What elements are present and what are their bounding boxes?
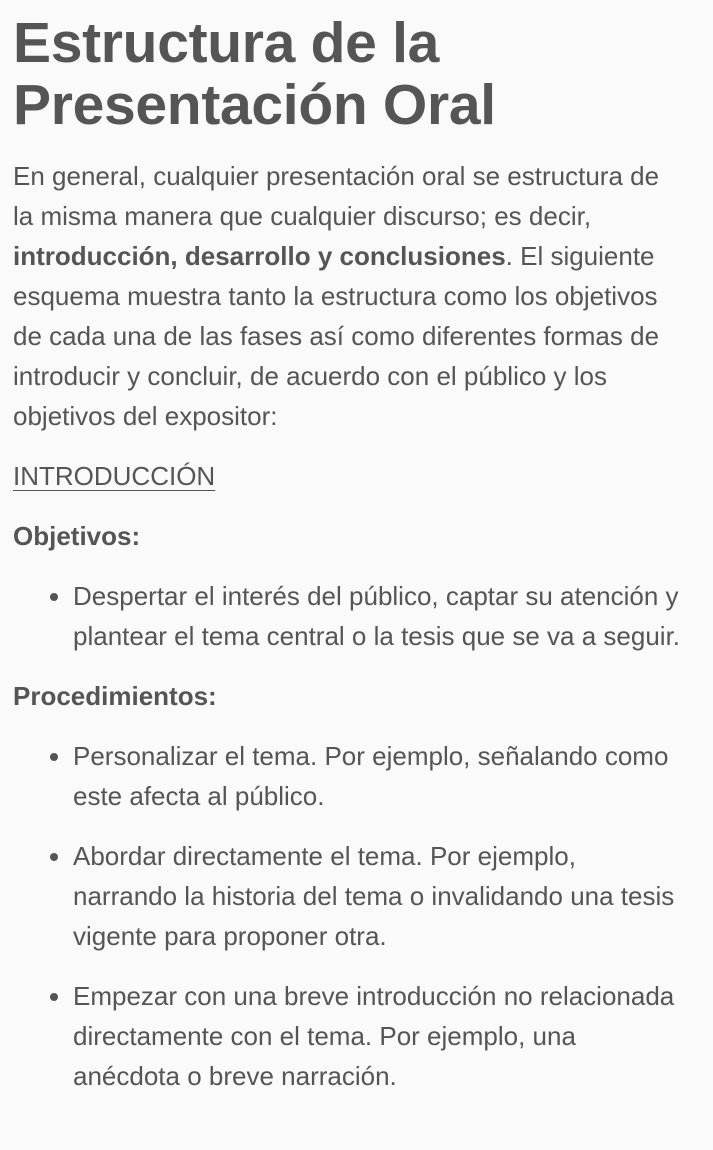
list-item: [73, 736, 685, 816]
section-heading-introduccion: INTRODUCCIÓN: [13, 461, 216, 491]
list-item: [73, 836, 685, 956]
list-item-text: Personalizar el tema. Por ejemplo, señalando como este afecta al público.: [73, 741, 669, 811]
page-title: Estructura de la Presentación Oral: [13, 11, 496, 137]
intro-text-start: En general, cualquier presentación oral se estructura de la misma manera que cualquier discurso; es decir,: [13, 161, 660, 231]
bullet-icon: [50, 593, 58, 601]
bullet-icon: [50, 853, 58, 861]
procedimientos-list: [13, 736, 685, 1096]
list-item: [73, 976, 685, 1096]
intro-emphasis: introducción, desarrollo y conclusiones: [13, 241, 506, 271]
list-item: [73, 576, 685, 656]
objetivos-label: Objetivos:: [13, 521, 141, 551]
intro-text-end: . El siguiente esquema muestra tanto la estructura como los objetivos de cada una de las fases así como diferentes formas de introducir y concluir, de acuerdo con el público y los objetivos del expositor:: [13, 241, 660, 431]
bullet-icon: [50, 753, 58, 761]
intro-paragraph: [13, 156, 685, 436]
list-item-text: Abordar directamente el tema. Por ejemplo, narrando la historia del tema o invalidando una tesis vigente para proponer otra.: [73, 841, 675, 951]
bullet-icon: [50, 993, 58, 1001]
procedimientos-label: Procedimientos:: [13, 681, 217, 711]
list-item-text: Empezar con una breve introducción no relacionada directamente con el tema. Por ejemplo, una anécdota o breve narración.: [73, 981, 675, 1091]
objetivos-list: [13, 576, 685, 656]
list-item-text: Despertar el interés del público, captar su atención y plantear el tema central o la tesis que se va a seguir.: [73, 581, 681, 651]
